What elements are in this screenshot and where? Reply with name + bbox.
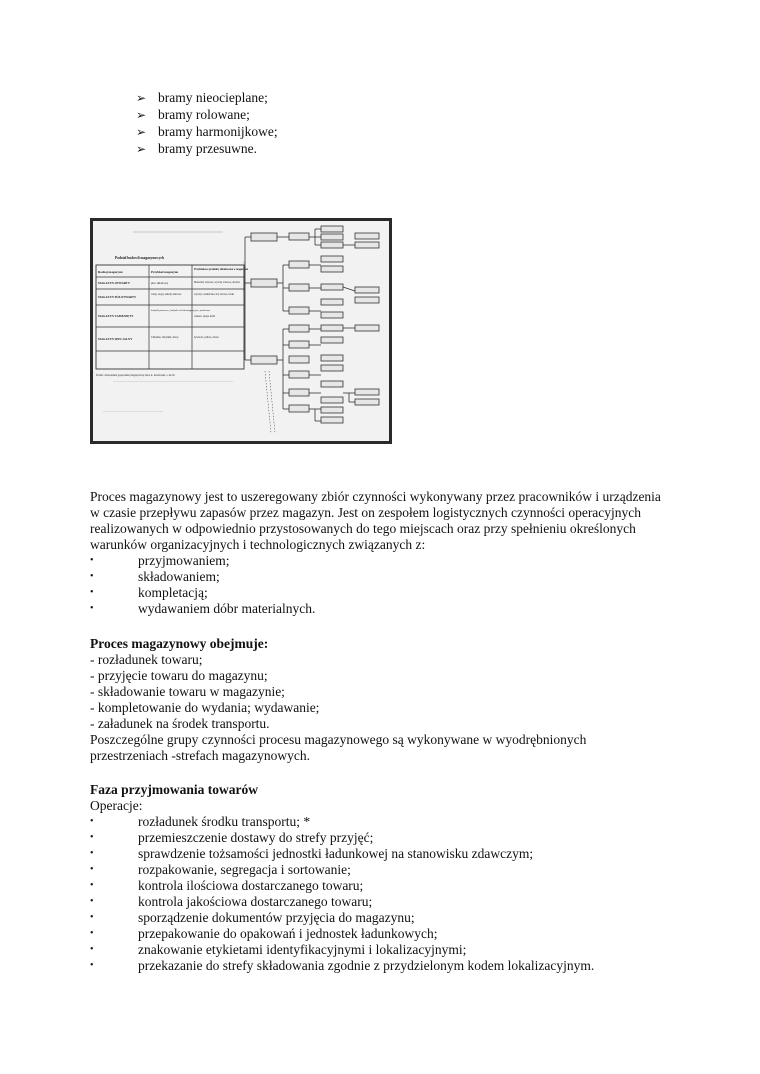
table-header: Rodzaj magazynu xyxy=(98,270,123,274)
operations-list xyxy=(90,814,720,974)
table-header: Przykład magazynu xyxy=(151,270,179,274)
list-item: ➢ bramy harmonijkowe; xyxy=(136,124,278,139)
bullet-icon: • xyxy=(90,816,94,827)
receiving-section xyxy=(90,782,720,974)
paragraph-line: Proces magazynowy jest to uszeregowany zbiór czynności wykonywany przez pracowników i urządzenia xyxy=(90,489,661,504)
process-step: - składowanie towaru w magazynie; xyxy=(90,684,285,699)
list-item: • przemieszczenie dostawy do strefy przyjęć; xyxy=(90,830,374,845)
process-step: - załadunek na środek transportu. xyxy=(90,716,270,731)
table-header: Przykładowe produkty składowane w magazynie xyxy=(194,268,248,271)
list-item: • znakowanie etykietami identyfikacyjnymi i lokalizacyjnymi; xyxy=(90,942,467,957)
list-item: ➢ bramy nieocieplane; xyxy=(136,90,268,105)
paragraph-line: przestrzeniach -strefach magazynowych. xyxy=(90,748,311,763)
process-step: - kompletowanie do wydania; wydawanie; xyxy=(90,700,320,715)
bullet-icon: • xyxy=(90,880,94,891)
arrow-bullet-icon: ➢ xyxy=(136,142,147,156)
bullet-icon: • xyxy=(90,571,94,582)
table-cell: plac składowy xyxy=(151,281,169,285)
list-item: • rozładunek środku transportu; * xyxy=(90,814,311,829)
list-item: • przyjmowaniem; xyxy=(90,553,230,568)
bullet-icon: • xyxy=(90,603,94,614)
list-item: ➢ bramy rolowane; xyxy=(136,107,250,122)
intro-section xyxy=(90,489,720,617)
table-caption: Podział budowli magazynowych xyxy=(115,256,165,260)
paragraph-line: w czasie przepływu zapasów przez magazyn. Jest on zespołem logistycznych czynności operacyjnych xyxy=(90,505,642,520)
section-subheading: Operacje: xyxy=(90,798,143,813)
bullet-icon: • xyxy=(90,928,94,939)
figure-graphic xyxy=(93,221,389,441)
intro-bullet-list xyxy=(90,553,720,617)
list-item: • przepakowanie do opakowań i jednostek ładunkowych; xyxy=(90,926,438,941)
paragraph-line: realizowanych w odpowiednio przystosowanych do tego miejscach oraz przy spełnieniu określonych xyxy=(90,521,636,536)
bullet-icon: • xyxy=(90,864,94,875)
list-item: • przekazanie do strefy składowania zgodnie z przydzielonym kodem lokalizacyjnym. xyxy=(90,958,595,973)
list-item: • wydawaniem dóbr materialnych. xyxy=(90,601,316,616)
list-item: • składowaniem; xyxy=(90,569,220,584)
bullet-icon: • xyxy=(90,944,94,955)
bullet-icon: • xyxy=(90,555,94,566)
list-item: • sporządzenie dokumentów przyjęcia do magazynu; xyxy=(90,910,415,925)
table-cell: wyroby ceramiczne, lity surowe, bloki xyxy=(194,293,234,296)
list-item: ➢ bramy przesuwne. xyxy=(136,141,257,156)
warehouse-classification-figure xyxy=(90,218,392,444)
bullet-icon: • xyxy=(90,832,94,843)
list-item: • kontrola ilościowa dostarczanego towaru; xyxy=(90,878,364,893)
paragraph-line: Poszczególne grupy czynności procesu magazynowego są wykonywane w wyodrębnionych xyxy=(90,732,587,747)
table-cell: Materiały sztywne, wyroby stalowe, drewno xyxy=(194,281,241,284)
table-cell: cement, sprzęt AGD xyxy=(194,315,216,318)
list-item: • kontrola jakościowa dostarczanego towaru; xyxy=(90,894,373,909)
process-section xyxy=(90,636,720,764)
gate-types-list xyxy=(136,89,278,157)
process-step: - rozładunek towaru; xyxy=(90,652,203,667)
bullet-icon: • xyxy=(90,896,94,907)
arrow-bullet-icon: ➢ xyxy=(136,108,147,122)
table-cell: Chłodnie, zbiorniki, silosy xyxy=(151,336,179,339)
paragraph-line: warunków organizacyjnych i technologicznych związanych z: xyxy=(90,537,426,552)
list-item: • kompletacją; xyxy=(90,585,208,600)
list-item: • rozpakowanie, segregacja i sortowanie; xyxy=(90,862,351,877)
arrow-bullet-icon: ➢ xyxy=(136,125,147,139)
process-step: - przyjęcie towaru do magazynu; xyxy=(90,668,268,683)
table-cell: MAGAZYN OTWARTY xyxy=(98,281,130,285)
section-heading: Proces magazynowy obejmuje: xyxy=(90,636,269,651)
table-cell: żywność, paliwa, zboża xyxy=(194,336,219,339)
arrow-bullet-icon: ➢ xyxy=(136,91,147,105)
bullet-icon: • xyxy=(90,848,94,859)
table-cell: MAGAZYN PÓŁOTWARTY xyxy=(98,295,137,299)
table-cell: budynki parterowe, budynki wielokondygnacyjne, podziemne xyxy=(151,309,211,312)
list-item: • sprawdzenie tożsamości jednostki ładunkowej na stanowisku zdawczym; xyxy=(90,846,534,861)
bullet-icon: • xyxy=(90,912,94,923)
table-cell: MAGAZYN SPECJALNY xyxy=(98,337,133,341)
table-source: Źródło: Zarządzanie gospodarką magazynową, Red. A. Kozłowski, s. 42-45 xyxy=(96,374,175,377)
table-cell: MAGAZYN ZAMKNIĘTY xyxy=(98,314,134,318)
section-heading: Faza przyjmowania towarów xyxy=(90,782,258,797)
table-cell: wiaty, szopy, składy ażurowe xyxy=(151,293,182,296)
bullet-icon: • xyxy=(90,587,94,598)
bullet-icon: • xyxy=(90,960,94,971)
